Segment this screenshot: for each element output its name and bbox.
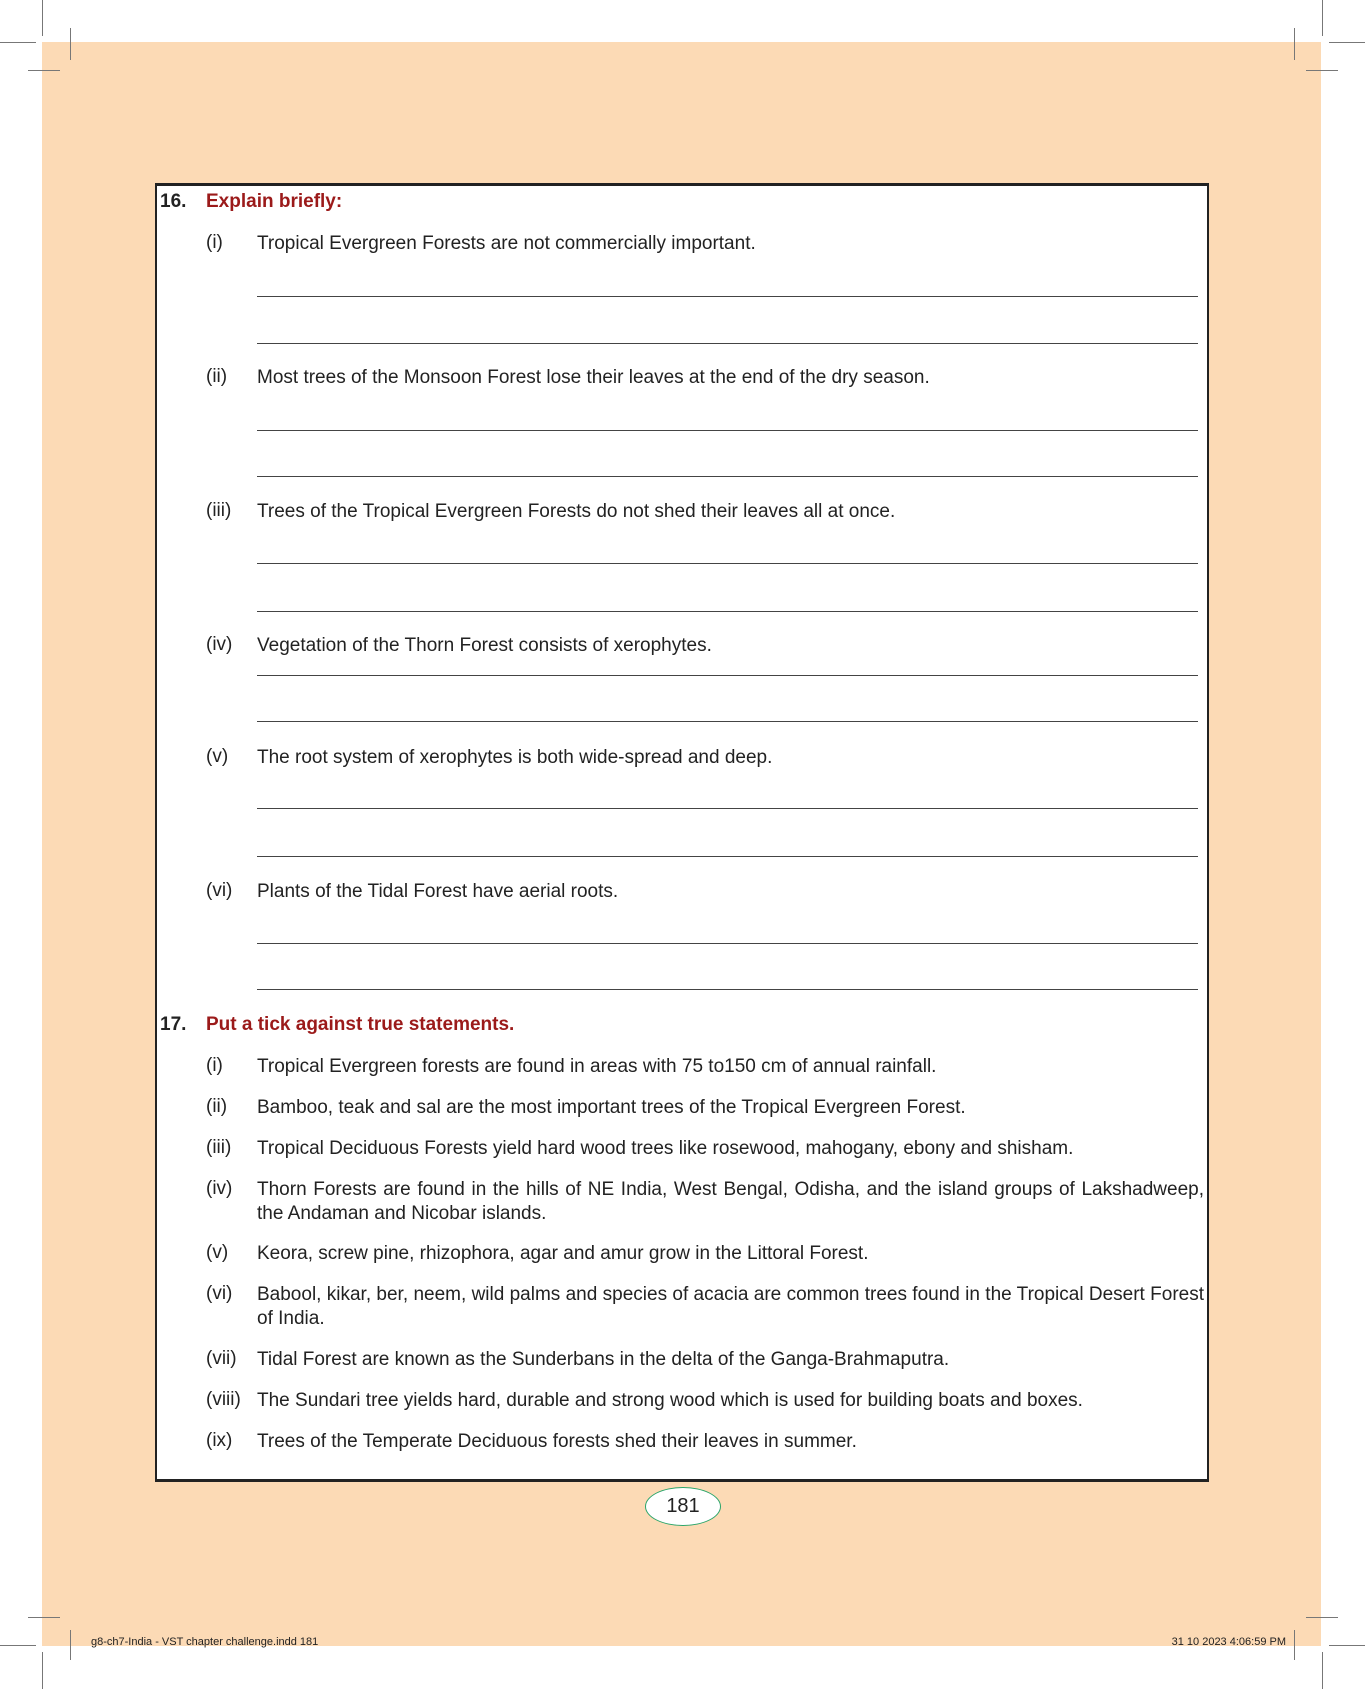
answer-line[interactable] bbox=[257, 476, 1198, 477]
answer-line[interactable] bbox=[257, 430, 1198, 431]
crop-mark bbox=[0, 1645, 36, 1646]
item-label: (v) bbox=[206, 746, 229, 767]
crop-mark bbox=[1306, 1617, 1338, 1618]
crop-mark bbox=[1322, 0, 1323, 36]
item-label: (vi) bbox=[206, 880, 233, 901]
answer-line[interactable] bbox=[257, 856, 1198, 857]
statement-text[interactable]: Trees of the Temperate Deciduous forests shed their leaves in summer. bbox=[257, 1431, 857, 1452]
crop-mark bbox=[1306, 70, 1338, 71]
answer-line[interactable] bbox=[257, 943, 1198, 944]
item-text: Trees of the Tropical Evergreen Forests do not shed their leaves all at once. bbox=[257, 501, 896, 522]
item-text: Tropical Evergreen Forests are not commercially important. bbox=[257, 233, 756, 254]
item-label: (vi) bbox=[206, 1283, 233, 1304]
crop-mark bbox=[1294, 28, 1295, 60]
item-label: (i) bbox=[206, 1055, 223, 1076]
answer-line[interactable] bbox=[257, 989, 1198, 990]
crop-mark bbox=[0, 42, 36, 43]
crop-mark bbox=[70, 28, 71, 60]
answer-line[interactable] bbox=[257, 808, 1198, 809]
item-text: Most trees of the Monsoon Forest lose their leaves at the end of the dry season. bbox=[257, 367, 930, 388]
item-label: (ii) bbox=[206, 1096, 228, 1117]
item-label: (iv) bbox=[206, 634, 233, 655]
statement-text[interactable]: Keora, screw pine, rhizophora, agar and amur grow in the Littoral Forest. bbox=[257, 1243, 869, 1264]
answer-line[interactable] bbox=[257, 721, 1198, 722]
statement-text[interactable]: Tropical Evergreen forests are found in areas with 75 to150 cm of annual rainfall. bbox=[257, 1056, 937, 1077]
item-text: Vegetation of the Thorn Forest consists of xerophytes. bbox=[257, 635, 712, 656]
item-label: (ix) bbox=[206, 1430, 233, 1451]
item-label: (v) bbox=[206, 1242, 229, 1263]
item-label: (ii) bbox=[206, 366, 228, 387]
question-number: 16. bbox=[160, 191, 187, 212]
answer-line[interactable] bbox=[257, 343, 1198, 344]
footer-filename: g8-ch7-India - VST chapter challenge.indd 181 bbox=[91, 1636, 319, 1648]
crop-mark bbox=[70, 1630, 71, 1660]
question-number: 17. bbox=[160, 1014, 187, 1035]
answer-line[interactable] bbox=[257, 675, 1198, 676]
item-label: (vii) bbox=[206, 1348, 237, 1369]
footer-timestamp: 31 10 2023 4:06:59 PM bbox=[1171, 1636, 1286, 1648]
statement-text[interactable]: Tropical Deciduous Forests yield hard wood trees like rosewood, mahogany, ebony and shisham. bbox=[257, 1138, 1074, 1159]
page-number: 181 bbox=[645, 1487, 721, 1526]
item-label: (i) bbox=[206, 232, 223, 253]
crop-mark bbox=[28, 70, 60, 71]
crop-mark bbox=[1294, 1630, 1295, 1660]
item-label: (viii) bbox=[206, 1389, 241, 1410]
answer-line[interactable] bbox=[257, 296, 1198, 297]
item-text: Plants of the Tidal Forest have aerial roots. bbox=[257, 881, 619, 902]
statement-text[interactable]: Bamboo, teak and sal are the most important trees of the Tropical Evergreen Forest. bbox=[257, 1097, 966, 1118]
statement-text[interactable]: The Sundari tree yields hard, durable and strong wood which is used for building boats and boxes. bbox=[257, 1390, 1083, 1411]
answer-line[interactable] bbox=[257, 563, 1198, 564]
statement-text[interactable]: Babool, kikar, ber, neem, wild palms and species of acacia are common trees found in the Tropical Desert Forest of India. bbox=[257, 1284, 1204, 1329]
crop-mark bbox=[42, 1652, 43, 1689]
item-label: (iii) bbox=[206, 1137, 232, 1158]
crop-mark bbox=[1329, 1645, 1365, 1646]
crop-mark bbox=[28, 1617, 60, 1618]
crop-mark bbox=[1322, 1652, 1323, 1689]
answer-line[interactable] bbox=[257, 611, 1198, 612]
item-text: The root system of xerophytes is both wide-spread and deep. bbox=[257, 747, 773, 768]
statement-text[interactable]: Thorn Forests are found in the hills of NE India, West Bengal, Odisha, and the island groups of Lakshadweep, the Andaman and Nicobar islands. bbox=[257, 1179, 1204, 1224]
question-title: Put a tick against true statements. bbox=[206, 1014, 515, 1035]
item-label: (iii) bbox=[206, 500, 232, 521]
crop-mark bbox=[42, 0, 43, 36]
question-title: Explain briefly: bbox=[206, 191, 343, 212]
statement-text[interactable]: Tidal Forest are known as the Sunderbans in the delta of the Ganga-Brahmaputra. bbox=[257, 1349, 950, 1370]
crop-mark bbox=[1329, 42, 1365, 43]
item-label: (iv) bbox=[206, 1178, 233, 1199]
